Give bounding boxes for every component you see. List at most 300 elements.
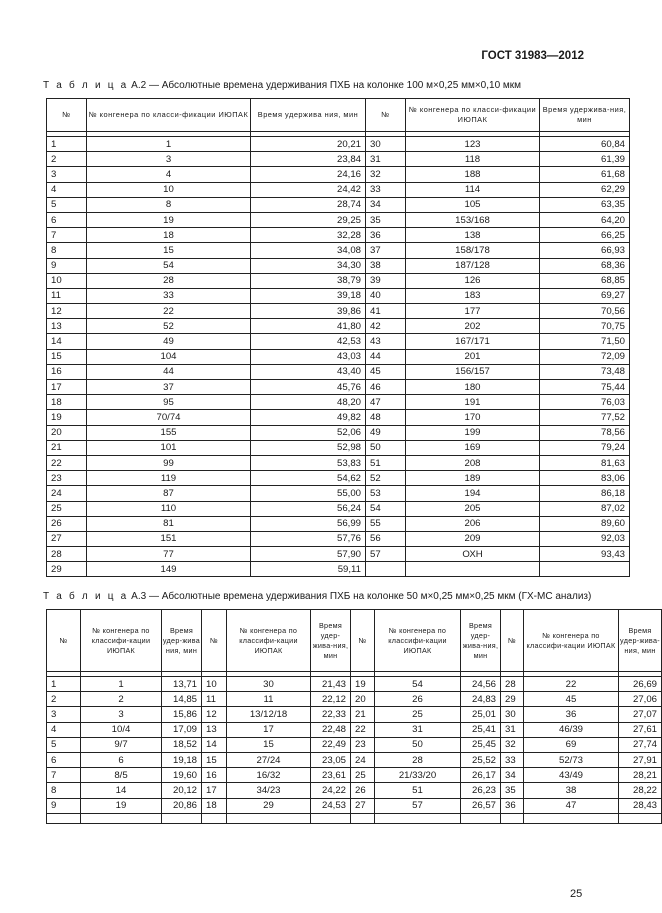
- retention-time: 27,07: [619, 707, 662, 722]
- row-number: 30: [366, 137, 406, 152]
- table-row: [47, 737, 662, 752]
- row-number: 16: [47, 364, 87, 379]
- retention-time: 64,20: [540, 212, 630, 227]
- row-number: 21: [351, 707, 375, 722]
- row-number: 3: [47, 707, 81, 722]
- congener-number: 37: [87, 380, 251, 395]
- table-row: [47, 798, 662, 813]
- retention-time: 66,25: [540, 228, 630, 243]
- table-row: [47, 304, 630, 319]
- congener-number: 151: [87, 531, 251, 546]
- row-number: 25: [351, 768, 375, 783]
- table-a2-caption-text: А.2 — Абсолютные времена удерживания ПХБ на колонке 100 м×0,25 мм×0,10 мкм: [128, 80, 522, 91]
- congener-number: 25: [375, 707, 461, 722]
- congener-number: 36: [524, 707, 619, 722]
- col-header-number: №: [47, 99, 87, 132]
- congener-number: 14: [81, 783, 162, 798]
- row-number: 26: [47, 516, 87, 531]
- table-a2: [46, 98, 630, 577]
- congener-number: 2: [81, 692, 162, 707]
- col-header-retention-time: Время удержива ния, мин: [251, 99, 366, 132]
- row-number: 36: [366, 228, 406, 243]
- congener-number: 123: [406, 137, 540, 152]
- congener-number: 18: [87, 228, 251, 243]
- row-number: 27: [351, 798, 375, 813]
- retention-time: 68,85: [540, 273, 630, 288]
- retention-time: 26,17: [461, 768, 501, 783]
- retention-time: 70,56: [540, 304, 630, 319]
- retention-time: 26,69: [619, 677, 662, 692]
- retention-time: 79,24: [540, 440, 630, 455]
- retention-time: 24,83: [461, 692, 501, 707]
- row-number: 17: [47, 380, 87, 395]
- col-header-congener: № конгенера по классифи-кации ИЮПАК: [81, 610, 162, 672]
- table-a3-header-row: [47, 610, 662, 672]
- retention-time: 25,45: [461, 737, 501, 752]
- retention-time: 43,03: [251, 349, 366, 364]
- row-number: 34: [501, 768, 524, 783]
- congener-number: 170: [406, 410, 540, 425]
- row-number: 51: [366, 455, 406, 470]
- row-number: 52: [366, 471, 406, 486]
- congener-number: 208: [406, 455, 540, 470]
- row-number: 12: [47, 304, 87, 319]
- congener-number: 177: [406, 304, 540, 319]
- congener-number: 29: [227, 798, 311, 813]
- row-number: 48: [366, 410, 406, 425]
- retention-time: 24,22: [311, 783, 351, 798]
- spacer-cell: [501, 813, 524, 823]
- table-a2-header-row: [47, 99, 630, 132]
- page-number: 25: [570, 888, 583, 900]
- row-number: 57: [366, 547, 406, 562]
- table-row: [47, 722, 662, 737]
- retention-time: 24,53: [311, 798, 351, 813]
- table-continuation-row: [47, 813, 662, 823]
- retention-time: 52,06: [251, 425, 366, 440]
- table-a3-caption-text: А.3 — Абсолютные времена удерживания ПХБ на колонке 50 м×0,25 мм×0,25 мкм (ГХ-МС анализ): [128, 591, 592, 602]
- congener-number: 11: [227, 692, 311, 707]
- congener-number: 70/74: [87, 410, 251, 425]
- row-number: 1: [47, 137, 87, 152]
- table-row: [47, 152, 630, 167]
- congener-number: 191: [406, 395, 540, 410]
- table-row: [47, 380, 630, 395]
- congener-number: 52/73: [524, 752, 619, 767]
- retention-time: 48,20: [251, 395, 366, 410]
- row-number: 24: [351, 752, 375, 767]
- table-row: [47, 273, 630, 288]
- row-number: 16: [202, 768, 227, 783]
- spacer-cell: [47, 813, 81, 823]
- congener-number: 51: [375, 783, 461, 798]
- congener-number: 1: [81, 677, 162, 692]
- retention-time: 27,06: [619, 692, 662, 707]
- table-row: [47, 692, 662, 707]
- table-row: [47, 547, 630, 562]
- retention-time: 25,41: [461, 722, 501, 737]
- row-number: 47: [366, 395, 406, 410]
- congener-number: 118: [406, 152, 540, 167]
- table-row: [47, 197, 630, 212]
- congener-number: 28: [87, 273, 251, 288]
- table-row: [47, 349, 630, 364]
- table-row: [47, 364, 630, 379]
- row-number: 1: [47, 677, 81, 692]
- retention-time: 68,36: [540, 258, 630, 273]
- table-a3-caption-label: Т а б л и ц а: [43, 591, 129, 602]
- table-row: [47, 334, 630, 349]
- spacer-cell: [351, 813, 375, 823]
- table-row: [47, 212, 630, 227]
- table-a2-caption: [43, 80, 521, 91]
- congener-number: 57: [375, 798, 461, 813]
- row-number: 7: [47, 768, 81, 783]
- congener-number: 69: [524, 737, 619, 752]
- retention-time: 76,03: [540, 395, 630, 410]
- row-number: 2: [47, 152, 87, 167]
- row-number: 31: [366, 152, 406, 167]
- retention-time: 27,91: [619, 752, 662, 767]
- congener-number: 10: [87, 182, 251, 197]
- table-row: [47, 440, 630, 455]
- retention-time: 69,27: [540, 288, 630, 303]
- retention-time: 24,16: [251, 167, 366, 182]
- congener-number: 156/157: [406, 364, 540, 379]
- congener-number: 8: [87, 197, 251, 212]
- congener-number: 153/168: [406, 212, 540, 227]
- retention-time: 22,33: [311, 707, 351, 722]
- congener-number: 26: [375, 692, 461, 707]
- row-number: 31: [501, 722, 524, 737]
- congener-number: 49: [87, 334, 251, 349]
- retention-time: 52,98: [251, 440, 366, 455]
- table-row: [47, 319, 630, 334]
- congener-number: 17: [227, 722, 311, 737]
- table-row: [47, 501, 630, 516]
- retention-time: 27,74: [619, 737, 662, 752]
- congener-number: 155: [87, 425, 251, 440]
- row-number: 7: [47, 228, 87, 243]
- congener-number: 187/128: [406, 258, 540, 273]
- row-number: 49: [366, 425, 406, 440]
- congener-number: 99: [87, 455, 251, 470]
- row-number: 28: [501, 677, 524, 692]
- retention-time: 38,79: [251, 273, 366, 288]
- col-header-congener: № конгенера по классифи-кации ИЮПАК: [227, 610, 311, 672]
- congener-number: 30: [227, 677, 311, 692]
- spacer-cell: [227, 813, 311, 823]
- retention-time: 70,75: [540, 319, 630, 334]
- retention-time: 25,52: [461, 752, 501, 767]
- row-number: 50: [366, 440, 406, 455]
- row-number: 11: [202, 692, 227, 707]
- retention-time: 78,56: [540, 425, 630, 440]
- row-number: 9: [47, 798, 81, 813]
- row-number: 4: [47, 722, 81, 737]
- retention-time: 17,09: [162, 722, 202, 737]
- table-row: [47, 425, 630, 440]
- row-number: 45: [366, 364, 406, 379]
- row-number: 29: [47, 562, 87, 577]
- spacer-cell: [311, 813, 351, 823]
- congener-number: 13/12/18: [227, 707, 311, 722]
- retention-time: 62,29: [540, 182, 630, 197]
- retention-time: 34,08: [251, 243, 366, 258]
- table-row: [47, 455, 630, 470]
- row-number: 20: [351, 692, 375, 707]
- retention-time: 22,48: [311, 722, 351, 737]
- row-number: 10: [202, 677, 227, 692]
- table-row: [47, 486, 630, 501]
- table-row: [47, 258, 630, 273]
- col-header-congener: № конгенера по класси-фикации ИЮПАК: [406, 99, 540, 132]
- table-row: [47, 752, 662, 767]
- retention-time: 20,21: [251, 137, 366, 152]
- congener-number: 54: [375, 677, 461, 692]
- retention-time: 20,12: [162, 783, 202, 798]
- row-number: 39: [366, 273, 406, 288]
- retention-time: 77,52: [540, 410, 630, 425]
- row-number: 12: [202, 707, 227, 722]
- row-number: 46: [366, 380, 406, 395]
- row-number: 8: [47, 783, 81, 798]
- congener-number: 101: [87, 440, 251, 455]
- row-number: 4: [47, 182, 87, 197]
- row-number: 22: [47, 455, 87, 470]
- congener-number: 209: [406, 531, 540, 546]
- retention-time: 89,60: [540, 516, 630, 531]
- congener-number: 95: [87, 395, 251, 410]
- row-number: 28: [47, 547, 87, 562]
- congener-number: 114: [406, 182, 540, 197]
- retention-time: 53,83: [251, 455, 366, 470]
- row-number: 2: [47, 692, 81, 707]
- spacer-cell: [162, 813, 202, 823]
- row-number: 32: [366, 167, 406, 182]
- retention-time: 61,68: [540, 167, 630, 182]
- congener-number: 19: [87, 212, 251, 227]
- congener-number: 3: [87, 152, 251, 167]
- table-row: [47, 228, 630, 243]
- congener-number: 202: [406, 319, 540, 334]
- row-number: 54: [366, 501, 406, 516]
- table-row: [47, 137, 630, 152]
- retention-time: 13,71: [162, 677, 202, 692]
- congener-number: 50: [375, 737, 461, 752]
- congener-number: 105: [406, 197, 540, 212]
- retention-time: 39,86: [251, 304, 366, 319]
- congener-number: 31: [375, 722, 461, 737]
- row-number: 14: [47, 334, 87, 349]
- row-number: 21: [47, 440, 87, 455]
- col-header-congener: № конгенера по классифи-кации ИЮПАК: [524, 610, 619, 672]
- congener-number: 22: [87, 304, 251, 319]
- retention-time: 72,09: [540, 349, 630, 364]
- congener-number: 77: [87, 547, 251, 562]
- row-number: 6: [47, 212, 87, 227]
- retention-time: 34,30: [251, 258, 366, 273]
- col-header-retention-time: Время удержива-ния, мин: [540, 99, 630, 132]
- retention-time: 42,53: [251, 334, 366, 349]
- row-number: 19: [351, 677, 375, 692]
- row-number: 55: [366, 516, 406, 531]
- congener-number: 3: [81, 707, 162, 722]
- row-number: 35: [501, 783, 524, 798]
- congener-number: 34/23: [227, 783, 311, 798]
- spacer-cell: [202, 813, 227, 823]
- retention-time: 73,48: [540, 364, 630, 379]
- col-header-number: №: [202, 610, 227, 672]
- spacer-cell: [81, 813, 162, 823]
- document-code: ГОСТ 31983—2012: [481, 50, 584, 62]
- retention-time: 55,00: [251, 486, 366, 501]
- col-header-number: №: [47, 610, 81, 672]
- spacer-cell: [375, 813, 461, 823]
- congener-number: 138: [406, 228, 540, 243]
- row-number: 23: [47, 471, 87, 486]
- table-row: [47, 243, 630, 258]
- congener-number: 188: [406, 167, 540, 182]
- row-number: 35: [366, 212, 406, 227]
- row-number: 40: [366, 288, 406, 303]
- row-number: 3: [47, 167, 87, 182]
- congener-number: 47: [524, 798, 619, 813]
- retention-time: 22,49: [311, 737, 351, 752]
- retention-time: 18,52: [162, 737, 202, 752]
- congener-number: 183: [406, 288, 540, 303]
- row-number: 14: [202, 737, 227, 752]
- congener-number: 126: [406, 273, 540, 288]
- spacer-cell: [619, 813, 662, 823]
- row-number: 27: [47, 531, 87, 546]
- row-number: 18: [202, 798, 227, 813]
- table-a3-caption: [43, 591, 591, 602]
- row-number: 9: [47, 258, 87, 273]
- retention-time: 81,63: [540, 455, 630, 470]
- col-header-retention-time: Время удер-жива ния, мин: [162, 610, 202, 672]
- row-number: 33: [501, 752, 524, 767]
- congener-number: 104: [87, 349, 251, 364]
- congener-number: 46/39: [524, 722, 619, 737]
- retention-time: 86,18: [540, 486, 630, 501]
- retention-time: 14,85: [162, 692, 202, 707]
- col-header-retention-time: Время удер-жива-ния, мин: [311, 610, 351, 672]
- congener-number: 54: [87, 258, 251, 273]
- row-number: 33: [366, 182, 406, 197]
- retention-time: 28,74: [251, 197, 366, 212]
- retention-time: 54,62: [251, 471, 366, 486]
- row-number: 37: [366, 243, 406, 258]
- row-number: 13: [47, 319, 87, 334]
- congener-number: 6: [81, 752, 162, 767]
- row-number: 10: [47, 273, 87, 288]
- retention-time: 57,76: [251, 531, 366, 546]
- table-row: [47, 516, 630, 531]
- table-row: [47, 677, 662, 692]
- congener-number: 33: [87, 288, 251, 303]
- retention-time: 23,61: [311, 768, 351, 783]
- table-a2-caption-label: Т а б л и ц а: [43, 80, 129, 91]
- retention-time: 92,03: [540, 531, 630, 546]
- retention-time: 83,06: [540, 471, 630, 486]
- congener-number: 21/33/20: [375, 768, 461, 783]
- retention-time: 59,11: [251, 562, 366, 577]
- row-number: 41: [366, 304, 406, 319]
- congener-number: 119: [87, 471, 251, 486]
- congener-number: 15: [87, 243, 251, 258]
- congener-number: 27/24: [227, 752, 311, 767]
- congener-number: 180: [406, 380, 540, 395]
- table-a3: [46, 609, 662, 824]
- retention-time: 32,28: [251, 228, 366, 243]
- retention-time: 56,24: [251, 501, 366, 516]
- table-row: [47, 395, 630, 410]
- col-header-retention-time: Время удер-жива-ния, мин: [619, 610, 662, 672]
- retention-time: 22,12: [311, 692, 351, 707]
- congener-number: 110: [87, 501, 251, 516]
- row-number: 11: [47, 288, 87, 303]
- row-number: 17: [202, 783, 227, 798]
- congener-number: 205: [406, 501, 540, 516]
- row-number: 30: [501, 707, 524, 722]
- congener-number: 167/171: [406, 334, 540, 349]
- retention-time: 20,86: [162, 798, 202, 813]
- retention-time: 19,18: [162, 752, 202, 767]
- retention-time: 29,25: [251, 212, 366, 227]
- congener-number: 87: [87, 486, 251, 501]
- row-number: 6: [47, 752, 81, 767]
- col-header-congener: № конгенера по классифи-кации ИЮПАК: [375, 610, 461, 672]
- row-number: 44: [366, 349, 406, 364]
- congener-number: 149: [87, 562, 251, 577]
- retention-time: 28,22: [619, 783, 662, 798]
- row-number: 20: [47, 425, 87, 440]
- congener-number: 158/178: [406, 243, 540, 258]
- congener-number: 201: [406, 349, 540, 364]
- retention-time: 21,43: [311, 677, 351, 692]
- congener-number: 169: [406, 440, 540, 455]
- retention-time: 28,43: [619, 798, 662, 813]
- retention-time: 93,43: [540, 547, 630, 562]
- retention-time: 49,82: [251, 410, 366, 425]
- row-number: 22: [351, 722, 375, 737]
- retention-time: 39,18: [251, 288, 366, 303]
- col-header-congener: № конгенера по класси-фикации ИЮПАК: [87, 99, 251, 132]
- table-row: [47, 531, 630, 546]
- table-row: [47, 768, 662, 783]
- row-number: 15: [47, 349, 87, 364]
- table-row: [47, 410, 630, 425]
- row-number: [366, 562, 406, 577]
- table-row: [47, 182, 630, 197]
- congener-number: 194: [406, 486, 540, 501]
- retention-time: 75,44: [540, 380, 630, 395]
- table-row: [47, 471, 630, 486]
- col-header-number: №: [501, 610, 524, 672]
- row-number: 29: [501, 692, 524, 707]
- row-number: 24: [47, 486, 87, 501]
- congener-number: 19: [81, 798, 162, 813]
- table-row: [47, 783, 662, 798]
- retention-time: 24,42: [251, 182, 366, 197]
- row-number: 25: [47, 501, 87, 516]
- congener-number: 38: [524, 783, 619, 798]
- congener-number: 8/5: [81, 768, 162, 783]
- row-number: 15: [202, 752, 227, 767]
- row-number: 42: [366, 319, 406, 334]
- row-number: 32: [501, 737, 524, 752]
